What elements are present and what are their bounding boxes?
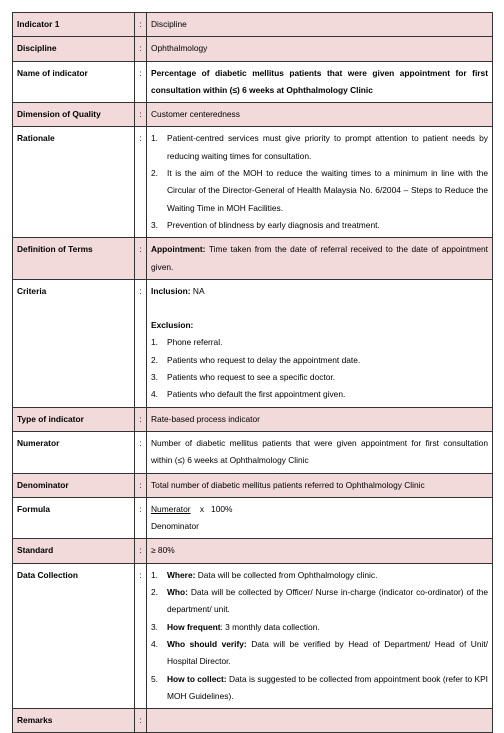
rationale-list bbox=[151, 130, 488, 234]
row-remarks bbox=[13, 709, 493, 733]
colon-separator: : bbox=[135, 13, 147, 37]
row-value: Number of diabetic mellitus patients that were given appointment for first consultation within (≤) 6 weeks at Ophthalmology Clinic bbox=[147, 431, 493, 473]
list-item: 5. How to collect: Data is suggested to be collected from appointment book (refer to KPI MOH Guidelines). bbox=[151, 673, 488, 701]
list-item: 1. Phone referral. bbox=[151, 337, 223, 348]
formula-denominator: Denominator bbox=[151, 521, 199, 532]
colon-separator: : bbox=[135, 127, 147, 238]
colon-separator: : bbox=[135, 709, 147, 733]
row-label: Rationale bbox=[13, 127, 135, 238]
indicator-table bbox=[12, 12, 493, 733]
row-formula bbox=[13, 497, 493, 539]
colon-separator: : bbox=[135, 279, 147, 407]
collection-list bbox=[151, 567, 488, 705]
row-criteria bbox=[13, 279, 493, 407]
row-value: Total number of diabetic mellitus patients referred to Ophthalmology Clinic bbox=[147, 473, 493, 497]
list-item: 1. Patient-centred services must give priority to prompt attention to patient needs by reducing waiting times for consultation. bbox=[151, 133, 488, 161]
row-label: Numerator bbox=[13, 431, 135, 473]
exclusion-list bbox=[151, 334, 488, 403]
row-dimension-of-quality bbox=[13, 103, 493, 127]
exclusion-label: Exclusion: bbox=[151, 320, 194, 331]
row-label: Criteria bbox=[13, 279, 135, 407]
term-text: Time taken from the date of referral received to the date of appointment given. bbox=[151, 244, 488, 272]
row-type-of-indicator bbox=[13, 407, 493, 431]
row-standard bbox=[13, 539, 493, 563]
row-value bbox=[147, 563, 493, 708]
row-label: Data Collection bbox=[13, 563, 135, 708]
list-item: 4. Patients who default the first appointment given. bbox=[151, 389, 346, 400]
row-label: Remarks bbox=[13, 709, 135, 733]
row-data-collection bbox=[13, 563, 493, 708]
row-label: Name of indicator bbox=[13, 61, 135, 103]
colon-separator: : bbox=[135, 563, 147, 708]
row-value: Ophthalmology bbox=[147, 37, 493, 61]
row-discipline bbox=[13, 37, 493, 61]
list-item: 2. Patients who request to delay the appointment date. bbox=[151, 354, 361, 365]
row-label: Definition of Terms bbox=[13, 238, 135, 280]
inclusion-line: Inclusion: NA bbox=[151, 285, 205, 296]
row-value: Discipline bbox=[147, 13, 493, 37]
row-denominator bbox=[13, 473, 493, 497]
row-label: Indicator 1 bbox=[13, 13, 135, 37]
row-value: Customer centeredness bbox=[147, 103, 493, 127]
list-item: 2. Who: Data will be collected by Officer/ Nurse in-charge (indicator co-ordinator) of the department/ unit. bbox=[151, 587, 488, 615]
row-value: Rate-based process indicator bbox=[147, 407, 493, 431]
list-item: 3. Prevention of blindness by early diagnosis and treatment. bbox=[151, 219, 380, 230]
row-name-of-indicator bbox=[13, 61, 493, 103]
row-value: Percentage of diabetic mellitus patients that were given appointment for first consultation within (≤) 6 weeks at Ophthalmology Clinic bbox=[147, 61, 493, 103]
row-value: ≥ 80% bbox=[147, 539, 493, 563]
list-item: 3. How frequent: 3 monthly data collection. bbox=[151, 621, 320, 632]
row-rationale bbox=[13, 127, 493, 238]
colon-separator: : bbox=[135, 539, 147, 563]
colon-separator: : bbox=[135, 238, 147, 280]
term-label: Appointment: bbox=[151, 244, 206, 255]
formula-numerator: Numerator bbox=[151, 503, 191, 514]
row-value bbox=[147, 497, 493, 539]
row-label: Formula bbox=[13, 497, 135, 539]
colon-separator: : bbox=[135, 407, 147, 431]
row-label: Type of indicator bbox=[13, 407, 135, 431]
list-item: 1. Where: Data will be collected from Ophthalmology clinic. bbox=[151, 569, 378, 580]
colon-separator: : bbox=[135, 103, 147, 127]
row-label: Discipline bbox=[13, 37, 135, 61]
row-indicator bbox=[13, 13, 493, 37]
list-item: 3. Patients who request to see a specific doctor. bbox=[151, 372, 336, 383]
colon-separator: : bbox=[135, 473, 147, 497]
list-item: 2. It is the aim of the MOH to reduce the waiting times to a minimum in line with the Circular of the Director-General of Health Malaysia No. 6/2004 – Steps to Reduce the Waiting Time in MOH Facilities. bbox=[151, 168, 488, 213]
colon-separator: : bbox=[135, 61, 147, 103]
row-value bbox=[147, 279, 493, 407]
colon-separator: : bbox=[135, 37, 147, 61]
row-value bbox=[147, 127, 493, 238]
row-label: Dimension of Quality bbox=[13, 103, 135, 127]
colon-separator: : bbox=[135, 431, 147, 473]
row-label: Standard bbox=[13, 539, 135, 563]
row-numerator bbox=[13, 431, 493, 473]
indicator-sheet bbox=[12, 12, 492, 733]
list-item: 4. Who should verify: Data will be verified by Head of Department/ Head of Unit/ Hospital Director. bbox=[151, 638, 488, 667]
formula-times: x 100% bbox=[199, 503, 233, 514]
row-definition-of-terms bbox=[13, 238, 493, 280]
row-value bbox=[147, 238, 493, 280]
row-value bbox=[147, 709, 493, 733]
colon-separator: : bbox=[135, 497, 147, 539]
row-label: Denominator bbox=[13, 473, 135, 497]
formula-top bbox=[151, 501, 488, 518]
